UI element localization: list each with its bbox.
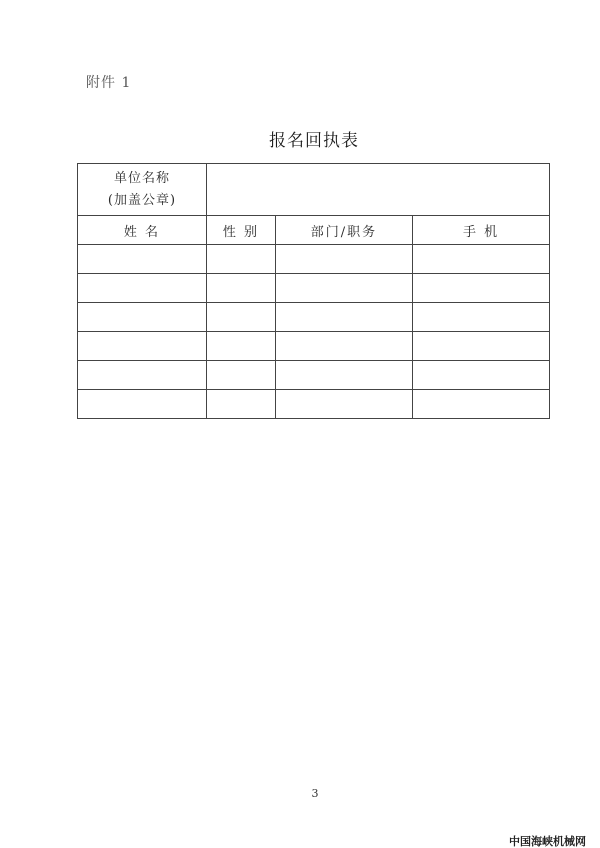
department-cell[interactable] <box>276 361 413 390</box>
name-cell[interactable] <box>78 274 207 303</box>
gender-cell[interactable] <box>207 390 276 419</box>
table-row <box>78 303 550 332</box>
gender-cell[interactable] <box>207 332 276 361</box>
header-row <box>78 216 550 245</box>
mobile-cell[interactable] <box>413 245 550 274</box>
mobile-cell[interactable] <box>413 274 550 303</box>
header-mobile: 手 机 <box>413 216 550 245</box>
org-row <box>78 164 550 216</box>
department-cell[interactable] <box>276 332 413 361</box>
department-cell[interactable] <box>276 303 413 332</box>
table-row <box>78 390 550 419</box>
name-cell[interactable] <box>78 390 207 419</box>
gender-cell[interactable] <box>207 245 276 274</box>
table-row <box>78 361 550 390</box>
gender-cell[interactable] <box>207 303 276 332</box>
header-department-position: 部门/职务 <box>276 216 413 245</box>
registration-form-table <box>77 163 550 419</box>
name-cell[interactable] <box>78 245 207 274</box>
attachment-label: 附件 1 <box>86 75 132 91</box>
site-watermark: 中国海峡机械网 <box>509 835 586 848</box>
table-row <box>78 245 550 274</box>
org-label: 单位名称 <box>113 170 170 186</box>
form-title: 报名回执表 <box>269 131 359 151</box>
org-seal-note: (加盖公章) <box>107 192 177 208</box>
mobile-cell[interactable] <box>413 361 550 390</box>
header-gender: 性 别 <box>207 216 276 245</box>
mobile-cell[interactable] <box>413 332 550 361</box>
header-name: 姓 名 <box>78 216 207 245</box>
mobile-cell[interactable] <box>413 303 550 332</box>
department-cell[interactable] <box>276 245 413 274</box>
name-cell[interactable] <box>78 332 207 361</box>
table-row <box>78 332 550 361</box>
department-cell[interactable] <box>276 390 413 419</box>
org-value-cell[interactable] <box>207 164 550 216</box>
table-row <box>78 274 550 303</box>
name-cell[interactable] <box>78 303 207 332</box>
org-label-cell <box>78 164 207 216</box>
mobile-cell[interactable] <box>413 390 550 419</box>
name-cell[interactable] <box>78 361 207 390</box>
page-number: 3 <box>311 787 319 800</box>
gender-cell[interactable] <box>207 361 276 390</box>
gender-cell[interactable] <box>207 274 276 303</box>
department-cell[interactable] <box>276 274 413 303</box>
